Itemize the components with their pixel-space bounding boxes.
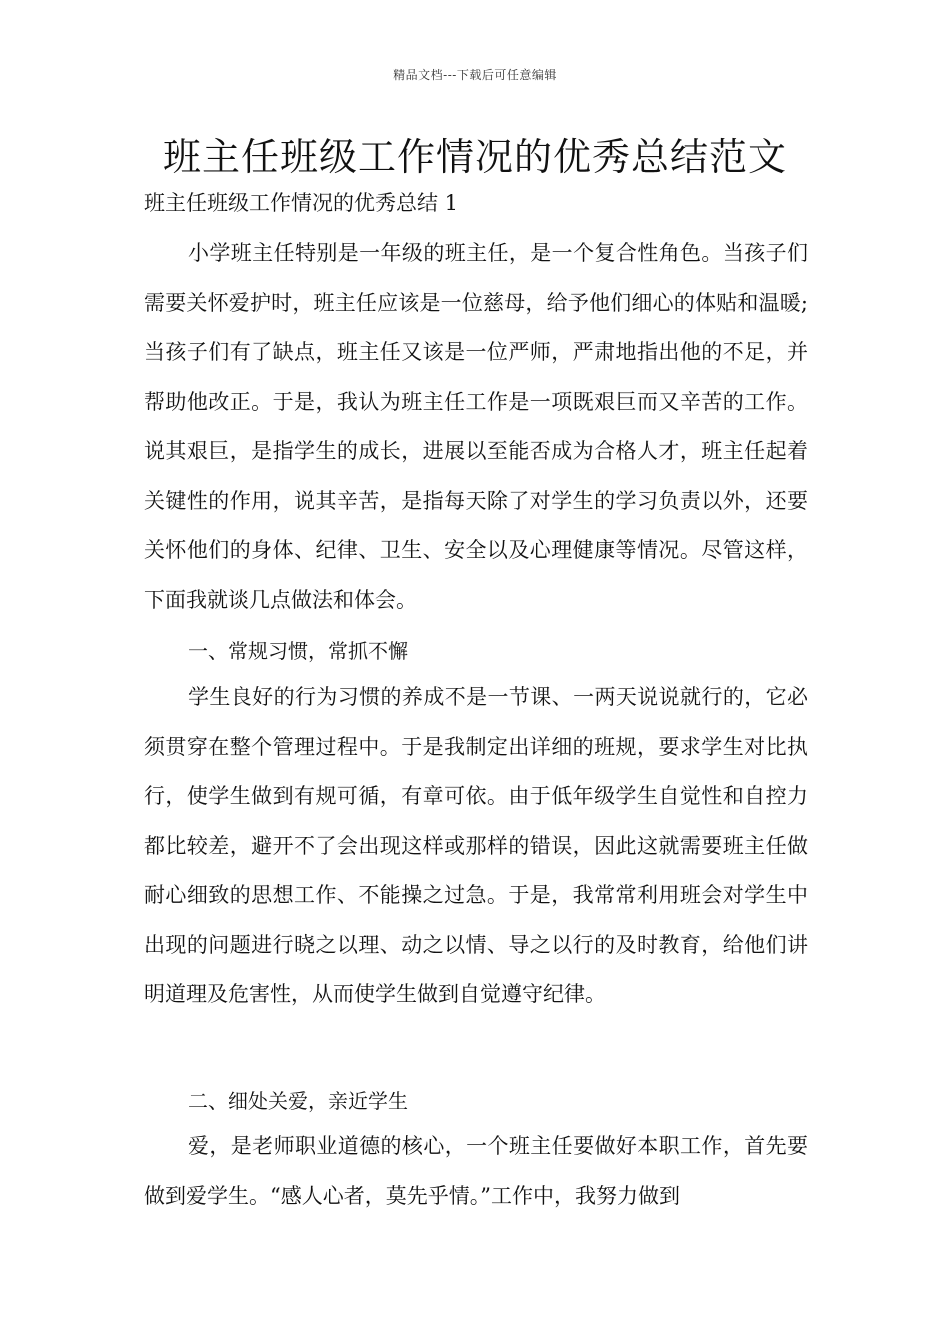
paragraph-1: 小学班主任特别是一年级的班主任，是一个复合性角色。当孩子们需要关怀爱护时，班主任应该是一位慈母，给予他们细心的体贴和温暖;当孩子们有了缺点，班主任又该是一位严师，严肃地指出他的不足，并帮助他改正。于是，我认为班主任工作是一项既艰巨而又辛苦的工作。说其艰巨，是指学生的成长，进展以至能否成为合格人才，班主任起着关键性的作用，说其辛苦，是指每天除了对学生的学习负责以外，还要关怀他们的身体、纪律、卫生、安全以及心理健康等情况。尽管这样，下面我就谈几点做法和体会。 [144, 241, 808, 612]
section-title: 班主任班级工作情况的优秀总结 1 [144, 191, 459, 215]
header-note: 精品文档---下载后可任意编辑 [393, 68, 557, 82]
paragraph-3: 爱，是老师职业道德的核心，一个班主任要做好本职工作，首先要做到爱学生。“感人心者，莫先乎情。”工作中，我努力做到 [144, 1134, 808, 1208]
subheading-2: 二、细处关爱，亲近学生 [188, 1089, 408, 1113]
subheading-1: 一、常规习惯，常抓不懈 [188, 639, 408, 663]
paragraph-2: 学生良好的行为习惯的养成不是一节课、一两天说说就行的，它必须贯穿在整个管理过程中。于是我制定出详细的班规，要求学生对比执行，使学生做到有规可循，有章可依。由于低年级学生自觉性和自控力都比较差，避开不了会出现这样或那样的错误，因此这就需要班主任做耐心细致的思想工作、不能操之过急。于是，我常常利用班会对学生中出现的问题进行晓之以理、动之以情、导之以行的及时教育，给他们讲明道理及危害性，从而使学生做到自觉遵守纪律。 [144, 685, 808, 1006]
document-title: 班主任班级工作情况的优秀总结范文 [162, 135, 787, 179]
